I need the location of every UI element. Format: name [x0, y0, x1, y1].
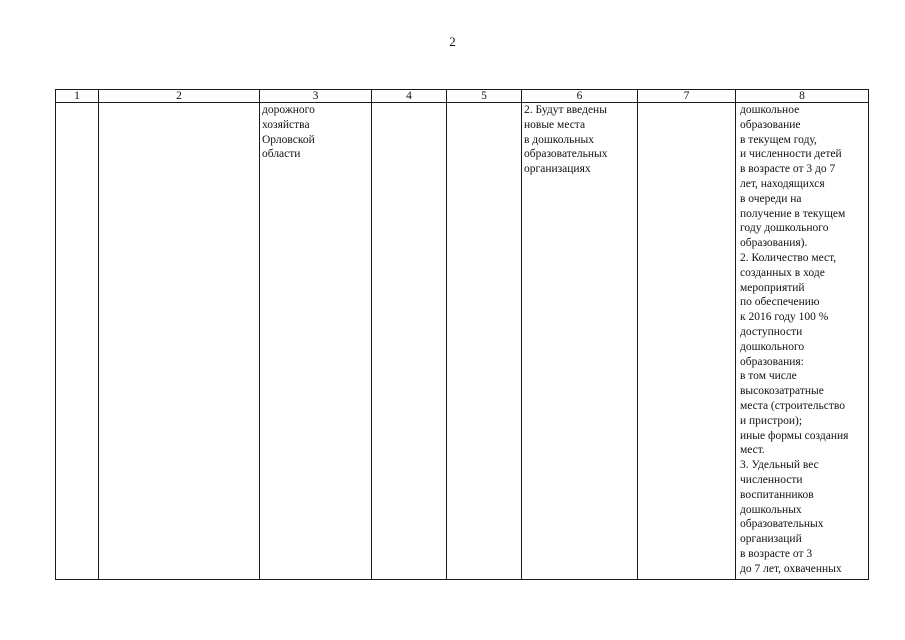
column-header-6: 6 — [522, 90, 638, 103]
column-header-7: 7 — [638, 90, 736, 103]
cell-col-1 — [56, 103, 99, 580]
column-header-1: 1 — [56, 90, 99, 103]
cell-text: дорожного хозяйства Орловской области — [262, 104, 315, 161]
cell-col-2 — [99, 103, 260, 580]
cell-col-5 — [447, 103, 522, 580]
column-header-8: 8 — [736, 90, 869, 103]
column-header-3: 3 — [260, 90, 372, 103]
column-header-4: 4 — [372, 90, 447, 103]
cell-text: дошкольное образование в текущем году, и численности детей в возрасте от 3 до 7 лет, находящихся в очереди на получение в текущем году дошкольного образования). 2. Количество мест, созданных в ходе мероприятий по обеспечению к 2016 году 100 % доступности дошкольного образования: в том числе высокозатратные места (строительство и пристрои); иные формы создания мест. 3. Удельный вес численности воспитанников дошкольных образовательных организаций в возрасте от 3 до 7 лет, охваченных — [740, 104, 849, 575]
cell-col-6 — [522, 103, 638, 580]
page-number: 2 — [449, 34, 456, 49]
cell-col-8 — [736, 103, 869, 580]
column-header-5: 5 — [447, 90, 522, 103]
cell-col-7 — [638, 103, 736, 580]
column-header-2: 2 — [99, 90, 260, 103]
header-row — [56, 90, 869, 103]
cell-col-3 — [260, 103, 372, 580]
cell-col-4 — [372, 103, 447, 580]
cell-text: 2. Будут введены новые места в дошкольных образовательных организациях — [524, 104, 608, 176]
data-table — [55, 89, 869, 580]
table-row — [56, 103, 869, 580]
